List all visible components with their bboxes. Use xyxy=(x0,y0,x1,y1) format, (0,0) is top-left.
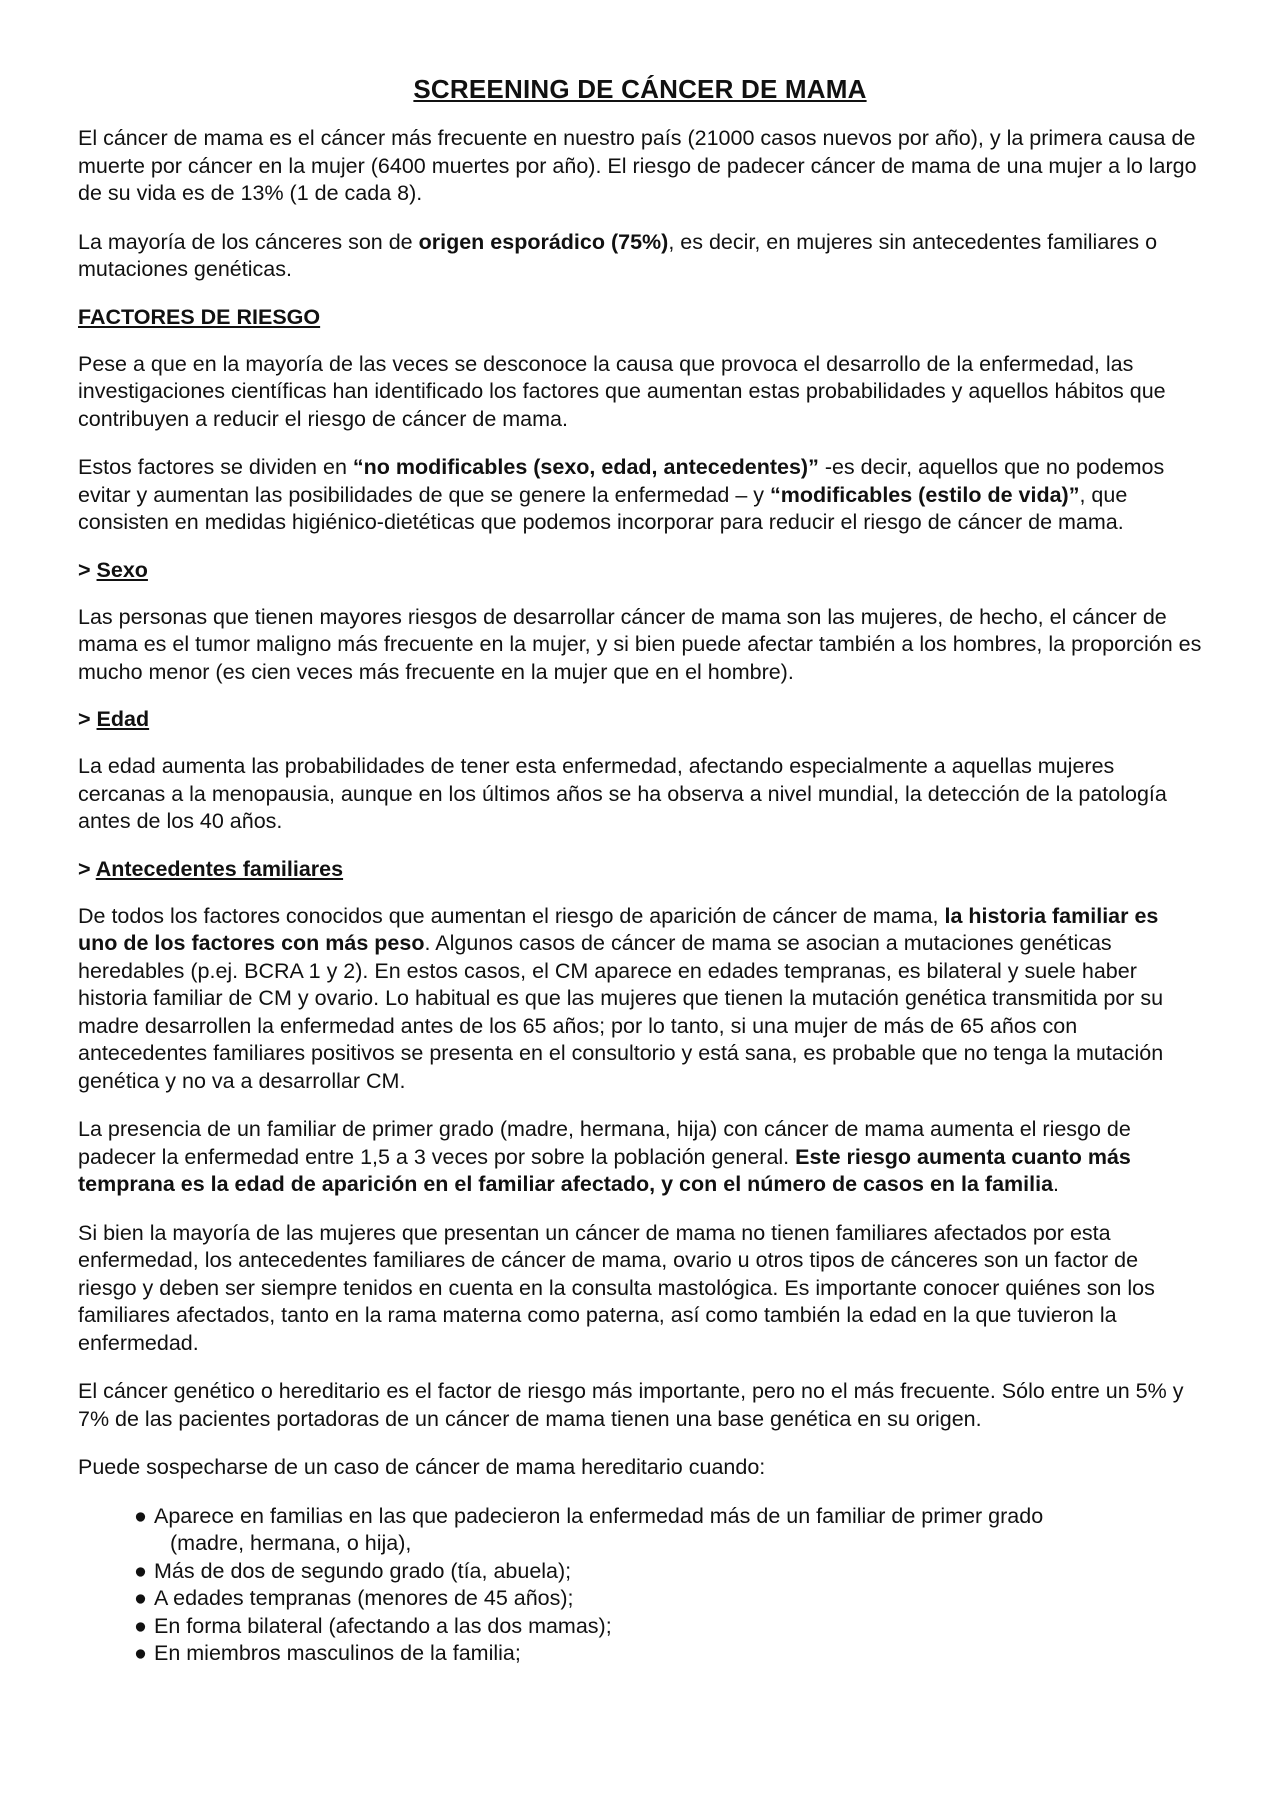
risk-factors-paragraph-1: Pese a que en la mayoría de las veces se desconoce la causa que provoca el desarrollo de la enfermedad, las investigaciones científicas han identificado los factores que aumentan estas probabilidades y aquellos hábitos que contribuyen a reducir el riesgo de cáncer de mama. xyxy=(78,351,1166,431)
risk-factors-paragraph-2 xyxy=(78,454,1202,537)
list-item xyxy=(134,1558,1202,1586)
list-item xyxy=(134,1613,1202,1641)
bullet-icon: ● xyxy=(134,1613,147,1638)
ant-p1-bold: la historia familiar es uno de los factores con más peso xyxy=(78,903,1159,955)
antecedentes-paragraph-4: El cáncer genético o hereditario es el factor de riesgo más importante, pero no el más frecuente. Sólo entre un 5% y 7% de las pacientes portadoras de un cáncer de mama tienen una base genética en su origen. xyxy=(78,1379,1184,1431)
ant-p2-bold: Este riesgo aumenta cuanto más temprana es la edad de aparición en el familiar afectado, y con el número de casos en la familia xyxy=(78,1144,1131,1196)
bullet-icon: ● xyxy=(134,1586,147,1610)
rf-p2-text-a: Estos factores se dividen en xyxy=(78,455,353,479)
hereditary-criteria-list xyxy=(134,1503,1202,1668)
ant-p2-text-c: . xyxy=(1053,1172,1060,1196)
list-item-text: A edades tempranas (menores de 45 años); xyxy=(154,1586,574,1610)
bullet-icon: ● xyxy=(134,1503,147,1528)
edad-paragraph: La edad aumenta las probabilidades de tener esta enfermedad, afectando especialmente a aquellas mujeres cercanas a la menopausia, aunque en los últimos años se ha observa a nivel mundial, la detección de la patología antes de los 40 años. xyxy=(78,754,1167,833)
intro-p2-bold: origen esporádico (75%) xyxy=(418,229,669,254)
bullet-icon: ● xyxy=(134,1641,147,1665)
edad-heading-label: Edad xyxy=(96,707,150,731)
sexo-marker: > xyxy=(78,557,97,582)
sexo-paragraph: Las personas que tienen mayores riesgos de desarrollar cáncer de mama son las mujeres, de hecho, el cáncer de mama es el tumor maligno más frecuente en la mujer, y si bien puede afectar también a los hombres, la proporción es mucho menor (es cien veces más frecuente en la mujer que en el hombre). xyxy=(78,604,1202,684)
intro-p2-text-c: , es decir, en mujeres sin antecedentes familiares o mutaciones genéticas. xyxy=(78,229,1158,281)
antecedentes-heading xyxy=(78,857,1202,882)
intro-paragraph-2 xyxy=(78,229,1202,284)
intro-paragraph-1: El cáncer de mama es el cáncer más frecuente en nuestro país (21000 casos nuevos por año), y la primera causa de muerte por cáncer en la mujer (6400 muertes por año). El riesgo de padecer cáncer de mama de una mujer a lo largo de su vida es de 13% (1 de cada 8). xyxy=(78,126,1197,205)
sexo-heading xyxy=(78,558,1202,583)
list-item xyxy=(134,1640,1202,1668)
antecedentes-paragraph-1 xyxy=(78,903,1202,1096)
antecedentes-heading-label: Antecedentes familiares xyxy=(95,856,344,881)
antecedentes-paragraph-2 xyxy=(78,1116,1202,1199)
antecedentes-paragraph-5: Puede sospecharse de un caso de cáncer de mama hereditario cuando: xyxy=(78,1455,766,1479)
list-item-continuation: (madre, hermana, o hija), xyxy=(170,1531,412,1555)
edad-heading xyxy=(78,707,1202,732)
list-item-text: Más de dos de segundo grado (tía, abuela); xyxy=(154,1558,572,1583)
list-item xyxy=(134,1503,1202,1558)
list-item-text: En forma bilateral (afectando a las dos mamas); xyxy=(154,1613,612,1638)
list-item-text: Aparece en familias en las que padecieron la enfermedad más de un familiar de primer grado xyxy=(154,1503,1044,1528)
rf-p2-text-c: -es decir, aquellos que no podemos evitar y aumentan las posibilidades de que se genere la enfermedad – y xyxy=(78,455,1165,507)
page-title: SCREENING DE CÁNCER DE MAMA xyxy=(413,74,867,104)
bullet-icon: ● xyxy=(134,1558,147,1583)
ant-p1-text-c: . Algunos casos de cáncer de mama se asocian a mutaciones genéticas heredables (p.ej. BCRA 1 y 2). En estos casos, el CM aparece en edades tempranas, es bilateral y suele haber historia familiar de CM y ovario. Lo habitual es que las mujeres que tienen la mutación genética transmitida por su madre desarrollen la enfermedad antes de los 65 años; por lo tanto, si una mujer de más de 65 años con antecedentes familiares positivos se presenta en el consultorio y está sana, es probable que no tenga la mutación genética y no va a desarrollar CM. xyxy=(78,931,1164,1093)
rf-p2-text-e: , que consisten en medidas higiénico-dietéticas que podemos incorporar para reducir el riesgo de cáncer de mama. xyxy=(78,482,1128,534)
list-item xyxy=(134,1585,1202,1613)
edad-marker: > xyxy=(78,707,97,731)
ant-p1-text-a: De todos los factores conocidos que aumentan el riesgo de aparición de cáncer de mama, xyxy=(78,903,945,928)
antecedentes-marker: > xyxy=(78,856,96,881)
rf-p2-bold-modifiable: “modificables (estilo de vida)” xyxy=(770,482,1080,507)
sexo-heading-label: Sexo xyxy=(96,557,148,582)
ant-p2-text-a: La presencia de un familiar de primer grado (madre, hermana, hija) con cáncer de mama aumenta el riesgo de padecer la enfermedad entre 1,5 a 3 veces por sobre la población general. xyxy=(78,1117,1131,1169)
antecedentes-paragraph-3: Si bien la mayoría de las mujeres que presentan un cáncer de mama no tienen familiares afectados por esta enfermedad, los antecedentes familiares de cáncer de mama, ovario u otros tipos de cánceres son un factor de riesgo y deben ser siempre tenidos en cuenta en la consulta mastológica. Es importante conocer quiénes son los familiares afectados, tanto en la rama materna como paterna, así como también la edad en la que tuvieron la enfermedad. xyxy=(78,1220,1155,1355)
intro-p2-text-a: La mayoría de los cánceres son de xyxy=(78,229,419,254)
rf-p2-bold-non-modifiable: “no modificables (sexo, edad, antecedentes)” xyxy=(352,455,819,479)
risk-factors-heading: FACTORES DE RIESGO xyxy=(78,304,321,329)
list-item-text: En miembros masculinos de la familia; xyxy=(154,1641,521,1665)
